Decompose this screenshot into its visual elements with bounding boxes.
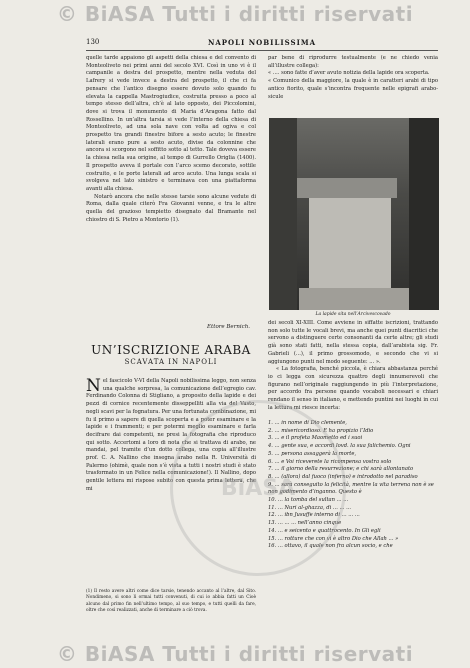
inscription-line: 16. ... ottavo, il quale non fra alcun socio, e che — [268, 543, 393, 550]
paragraph: dei secoli XI-XIII. Come avviene in siffatte iscrizioni, trattando non solo tutte le vocali brevi, ma anche quei punti diacritici che servono a distinguere certe consonanti da certe altre; gli studi già sono stati fatti, nella stessa copia, dall’arabista sig. Fr. Gabrieli (...), il primo grossomodo, e secondo che vi si aggiungono punti nel modo seguente: ... ». — [268, 320, 438, 365]
paragraph: Notarò ancora che nelle stesse tarsie sono alcune vedute di Roma, dalla quale citerò Fra Giovanni venne, e tra le altre quella del grazioso tempietto disegnato dal Bramante nel chiostro di S. Pietro a Montorio (1). — [86, 193, 256, 223]
inscription-line: 14. ... e seicento e quattrocento. In Gli egli — [268, 527, 381, 534]
inscription-line: 10. ... la tomba del sultan ... ... — [268, 497, 349, 504]
inscription-line: 2. ... misericordioso. E ha propizio l’Idio — [268, 427, 374, 434]
header-rule — [86, 50, 438, 51]
photo-caption: La lapide sita nell’Arcivescovado — [315, 312, 391, 317]
inscription-line: 13. ... ... ... nell’anno cinque — [268, 520, 342, 527]
journal-title: NAPOLI NOBILISSIMA — [207, 38, 317, 47]
inscription-line: 12. ... ibn Jusuffe interno di ... ... ... — [268, 512, 360, 519]
inscription-photo — [269, 118, 439, 310]
paragraph: quelle tarde appaiono gli aspetti della chiesa e del convento di Monteoliveto nei primi anni del secolo XVI. Così in uno vi è il campanile a destra del prospetto, mentre nella veduta del Lafrery si vede invece a destra del prospetto, il che ci fa pensare che l’antico disegno essere dovuto solo quando fu elevata la cappella Mastrogiudice, costruita presso a poco al tempo stesso dell’altra, ch’è al lato opposto, dei Piccolomini, dove si trova il monumento di Maria d’Aragona fatto dal Rossellino. In un’altra tarsia si vede l’interno della chiesa di Monteoliveto, ad una sola nave con volta ad ogiva e col prospetto tra grandi finestre bifore a sesto acuto; le finestre laterali erano pure a sesto acuto, divise da colonnine che ancora si scorgono nel soffitto sotto al tetto. Tale doveva essere la chiesa nella sua origine, al tempo di Gurrello Origlia (1400). Il prospetto aveva il portale con l’arco scemo decorato, sottile costruito, e le porte laterali ad arco acuto. Una lunga scala si svolgeva nel lato sinistro e terminava con una piattaforma avanti alla chiesa. — [86, 55, 256, 192]
author-signature: Ettore Bernich. — [207, 324, 250, 330]
paragraph: par bene di riprodurre testualmente (e ne chiedo venia all’illustre collega): — [268, 55, 438, 69]
stamp-text: BiASA — [220, 475, 296, 501]
left-column-top — [86, 55, 256, 312]
article-subtitle: SCAVATA IN NAPOLI — [124, 358, 218, 366]
article-title: UN’ISCRIZIONE ARABA — [91, 343, 251, 357]
inscription-line: 1. ... in nome di Dio clemente, — [268, 420, 347, 426]
watermark-bottom: © BiASA Tutti i diritti riservati — [56, 642, 414, 666]
inscription-line: 8. ... (allora) dal fuoco (inferno) e introdotto nel paradiso — [268, 473, 418, 480]
paragraph: « La fotografia, benché piccola, è chiara abbastanza perché io ci legga con sicurezza quattro degli innumerevoli che figurano nell’originale raggiungendo in più l’interpretazione, per accordo fra persone quando vocaboli necessari e chiari rendano il senso in italiano, e mettendo puntini nei luoghi in cui la lettura mi riesce incerta: — [268, 366, 438, 411]
inscription-line: 4. ... gente sua, e accordi lovd. la sua falichemio. Ogni — [268, 443, 411, 450]
footnote: (1) Il resto avere altri come dice tarsie, tenendo accanto al l’altre, dal Sito. Nondimeno, si sono lì ormai tutti convenuti, di cui io abbia fatti un Cioè alcuno dal primo fin nell’ultimo tempo, al suo tempo, e tutti quelli da fare, oltre che così realizzati, anche di terminare a ciò trova. — [86, 589, 256, 613]
inscription-line: 7. ... il giorno della resurrezione; e chi sarà allontanato — [268, 466, 414, 473]
inscription-line: 11. ... Nuri al-ghazza, di ... ... ... — [268, 504, 352, 511]
paragraph: el fascicolo V-VI della Napoli nobilissima leggo, non senza una qualche sorpresa, la comunicazione dell’egregio cav. Ferdinando Colonna di Stigliano, a proposito della lapide e dei pezzi di cornice recentemente disseppelliti alla via del Vasto, negli scavi per la fognatura. Per una fortunata combinazione, mi fu il primo a sapere di quella scoperta e a poter esaminare e la lapide e i frammenti; e per potermi meglio esaminare e farla decifrare dai competenti, ne presi la fotografia che riproduco qui sotto. Accertomi a loro di nota che si trattava di arabo, ne mandai, pel tramite d’un dotto collega, una copia all’illustre prof. C. A. Nallino che insegna arabo nella R. Università di Palermo (ohimè, quale non s’è vista a tutti i nostri studi è stato trasformato in un Felice nella comunicazione!). Il Nallino, dopo gentile lettera mi rispose subito con questa prima lettera, che mi — [86, 378, 256, 492]
paragraph: « Comunico della maggiore, la quale è in caratteri arabi di tipo antico fioritо, quale s’incontra frequente nelle epigrafi arabo-sicule — [268, 78, 438, 100]
drop-cap: N — [86, 378, 101, 396]
paragraph: « .... sono fatte d’aver avuto notizia della lapide ora scoperta. — [268, 70, 430, 77]
library-stamp — [170, 400, 346, 576]
inscription-line: 3. ... e il profeta Maometto ed i suoi — [268, 435, 363, 442]
inscription-line: 15. ... rotture che con vi è altro Dio che Allah ... » — [268, 535, 399, 542]
inscription-line: 5. ... persona assaggerà la morte, — [268, 450, 357, 457]
page-header — [86, 38, 438, 50]
right-column-article — [268, 320, 438, 420]
title-rule — [150, 369, 192, 370]
inscription-line: 6. ... e Voi riceverete la ricompensa vostra solo — [268, 458, 392, 465]
watermark-top: © BiASA Tutti i diritti riservati — [56, 2, 414, 26]
page-number: 130 — [86, 38, 100, 46]
inscription-line: 9. ... sarà conseguito la felicità, mentre la vita terrena non è se non godimento d’inganno. Questo è — [268, 481, 434, 496]
right-column-top — [268, 55, 438, 117]
